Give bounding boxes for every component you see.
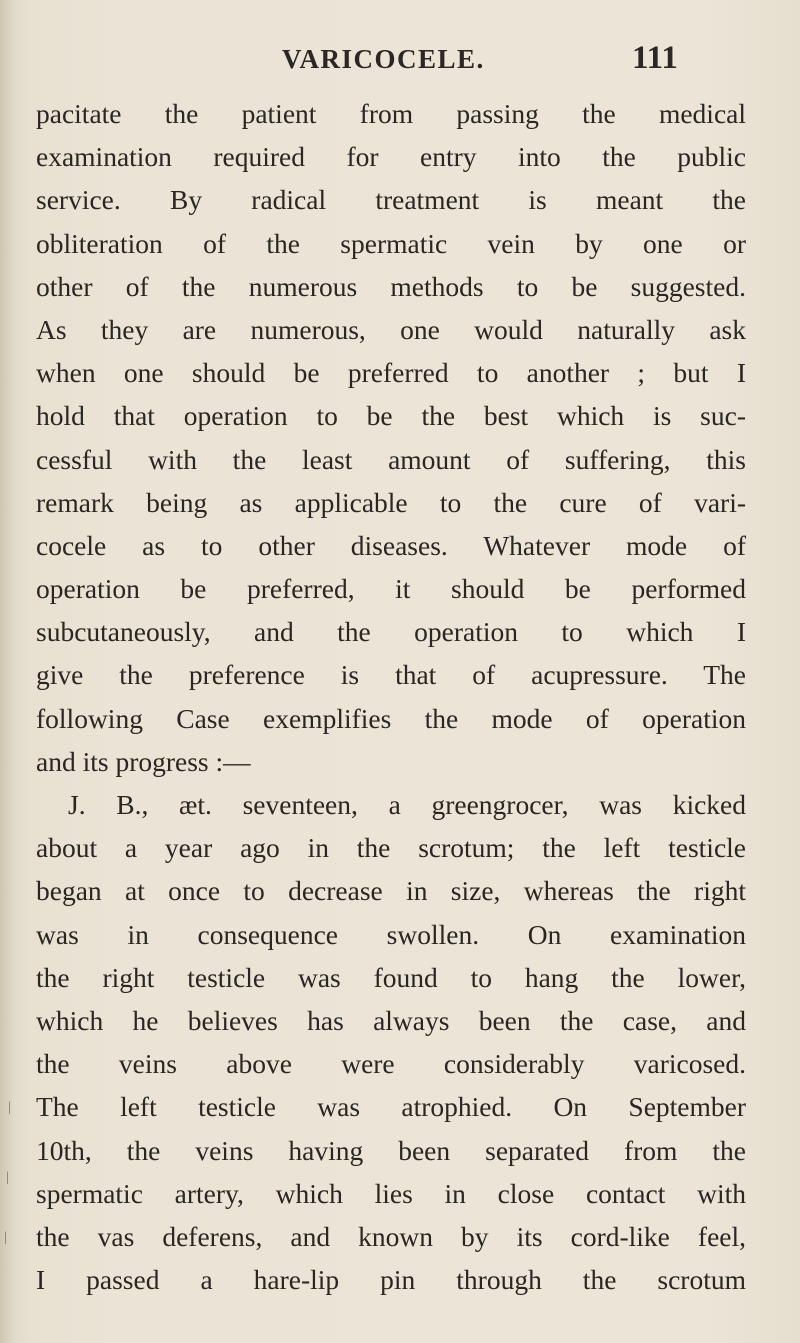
text-line: the right testicle was found to hang the lower, — [36, 961, 746, 993]
margin-mark: | — [4, 1230, 7, 1245]
text-line: service. By radical treatment is meant the — [36, 184, 746, 216]
text-line: As they are numerous, one would naturally ask — [36, 313, 746, 345]
text-line: spermatic artery, which lies in close contact with — [36, 1177, 746, 1209]
body-text — [36, 92, 746, 1301]
text-line: was in consequence swollen. On examination — [36, 918, 746, 950]
margin-ink-marks — [0, 1100, 30, 1343]
text-line: 10th, the veins having been separated from the — [36, 1134, 746, 1166]
text-line: pacitate the patient from passing the medical — [36, 98, 746, 129]
text-line: other of the numerous methods to be suggested. — [36, 270, 746, 302]
text-line: cessful with the least amount of suffering, this — [36, 443, 746, 475]
text-line: about a year ago in the scrotum; the left testicle — [36, 832, 746, 864]
page-number: 111 — [632, 40, 678, 76]
text-line: subcutaneously, and the operation to which I — [36, 616, 746, 648]
text-line: the veins above were considerably varicosed. — [36, 1048, 746, 1080]
running-head-title: VARICOCELE. — [282, 44, 485, 74]
margin-mark: | — [6, 1170, 9, 1185]
text-line: give the preference is that of acupressure. The — [36, 659, 746, 691]
text-line: examination required for entry into the public — [36, 141, 746, 173]
text-line: I passed a hare-lip pin through the scrotum — [36, 1264, 746, 1296]
text-line: operation be preferred, it should be performed — [36, 573, 746, 605]
text-line: began at once to decrease in size, whereas the right — [36, 875, 746, 907]
text-line: hold that operation to be the best which is suc- — [36, 400, 746, 432]
running-head — [0, 40, 800, 90]
text-line-paragraph-start: J. B., æt. seventeen, a greengrocer, was kicked — [68, 789, 746, 820]
text-line: remark being as applicable to the cure of vari- — [36, 486, 746, 518]
text-line: cocele as to other diseases. Whatever mode of — [36, 529, 746, 561]
text-line: obliteration of the spermatic vein by one or — [36, 227, 746, 259]
text-line: which he believes has always been the case, and — [36, 1004, 746, 1036]
text-line: following Case exemplifies the mode of operation — [36, 702, 746, 734]
text-line: The left testicle was atrophied. On September — [36, 1091, 746, 1123]
text-line: the vas deferens, and known by its cord-like feel, — [36, 1220, 746, 1252]
text-line-paragraph-end: and its progress :— — [36, 745, 251, 777]
text-line: when one should be preferred to another ; but I — [36, 357, 746, 389]
margin-mark: | — [8, 1100, 11, 1115]
